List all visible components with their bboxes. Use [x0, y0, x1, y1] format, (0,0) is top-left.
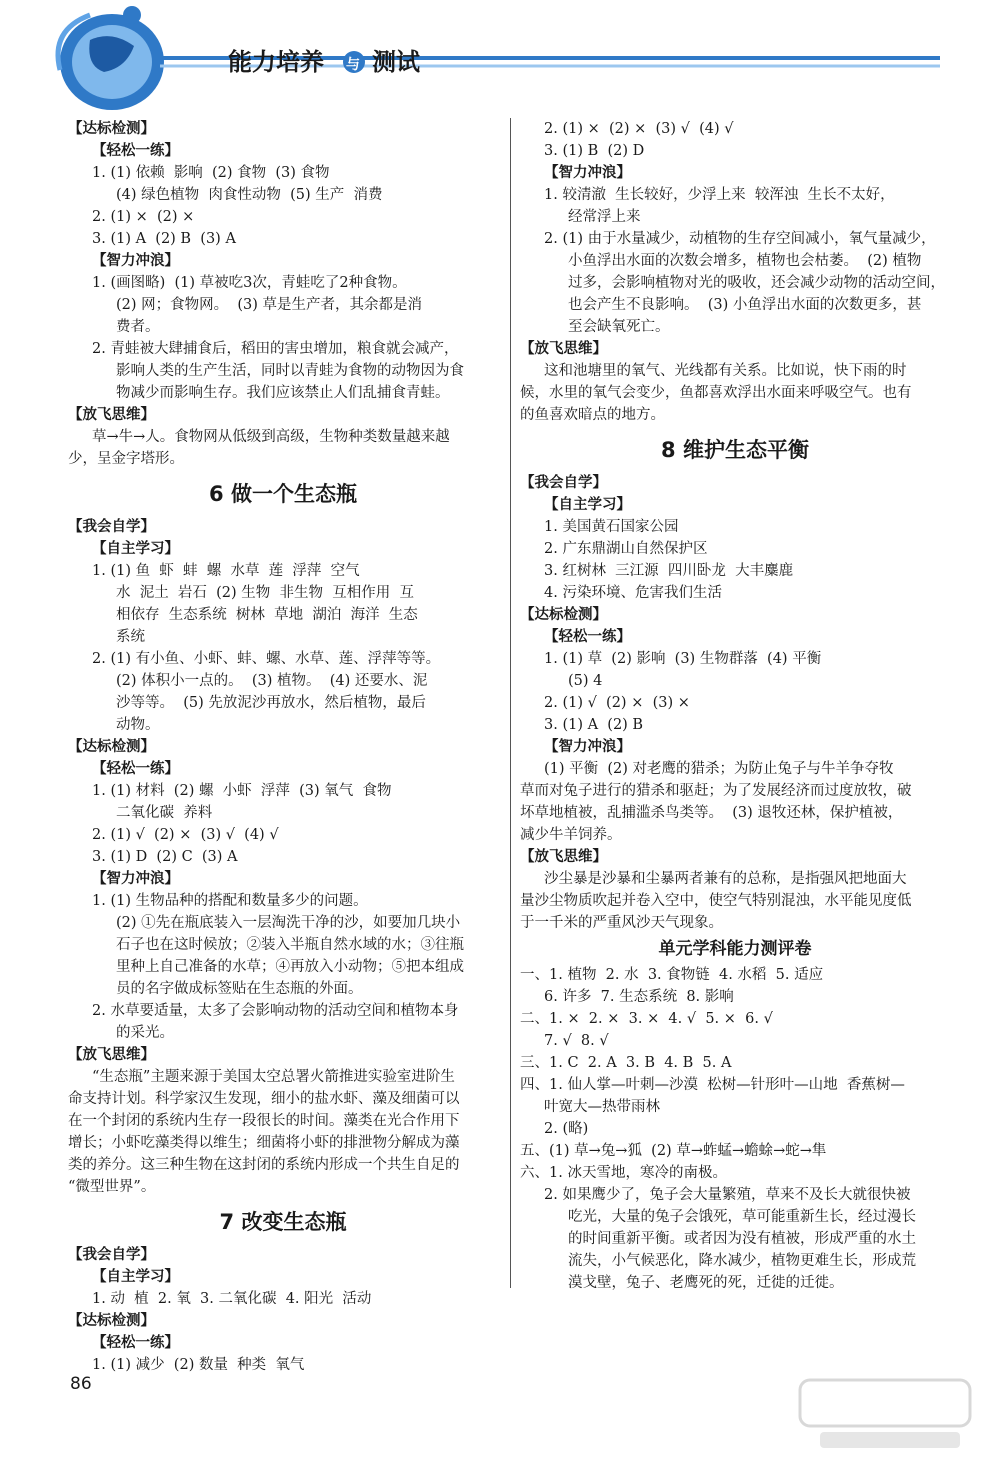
section-heading: 【放飞思维】	[520, 340, 607, 357]
text-line: 1. (画图略) (1) 草被吃3次，青蛙吃了2种食物。	[92, 275, 407, 291]
unit-title: 单元学科能力测评卷	[658, 939, 812, 959]
text-line: “生态瓶”主题来源于美国太空总署火箭推进实验室进阶生	[92, 1069, 455, 1085]
text-line: 相依存 生态系统 树林 草地 湖泊 海洋 生态	[116, 607, 418, 623]
text-line: 漠戈壁，兔子、老鹰死的死，迁徙的迁徙。	[568, 1275, 844, 1291]
text-line: 三、1. C 2. A 3. B 4. B 5. A	[520, 1055, 732, 1071]
text-line: 量沙尘物质吹起并卷入空中，使空气特别混浊，水平能见度低	[520, 893, 912, 909]
text-line: 2. (1) × (2) ×	[92, 209, 195, 225]
text-line: 一、1. 植物 2. 水 3. 食物链 4. 水稻 5. 适应	[520, 967, 824, 983]
text-line: 在一个封闭的系统内生存一段很长的时间。藻类在光合作用下	[68, 1113, 460, 1129]
text-line: 水 泥土 岩石 (2) 生物 非生物 互相作用 互	[116, 585, 414, 601]
text-line: 沙尘暴是沙暴和尘暴两者兼有的总称，是指强风把地面大	[544, 871, 907, 887]
text-line: 2. (1) √ (2) × (3) ×	[544, 695, 690, 711]
text-line: (1) 平衡 (2) 对老鹰的猎杀；为防止兔子与牛羊争夺牧	[544, 761, 894, 777]
right-column	[520, 118, 950, 1294]
header-banner	[0, 0, 1000, 120]
section-heading: 【我会自学】	[68, 1246, 155, 1263]
section-heading: 【轻松一练】	[92, 1334, 179, 1351]
text-line: “微型世界”。	[68, 1179, 156, 1195]
text-line: (5) 4	[568, 673, 603, 689]
section-heading: 【放飞思维】	[68, 1046, 155, 1063]
text-line: (2) 体积小一点的。 (3) 植物。 (4) 还要水、泥	[116, 673, 428, 689]
text-line: 二氧化碳 养料	[116, 805, 213, 821]
text-line: 3. 红树林 三江源 四川卧龙 大丰麋鹿	[544, 563, 794, 579]
text-line: 影响人类的生产生活，同时以青蛙为食物的动物因为食	[116, 363, 464, 379]
page-header	[0, 0, 1000, 120]
text-line: 2. (1) 由于水量减少，动植物的生存空间减小，氧气量减少，	[544, 231, 936, 247]
text-line: 类的养分。这三种生物在这封闭的系统内形成一个共生自足的	[68, 1157, 460, 1173]
column-divider	[510, 118, 511, 1288]
text-line: 2. 广东鼎湖山自然保护区	[544, 541, 708, 557]
text-line: 1. (1) 依赖 影响 (2) 食物 (3) 食物	[92, 165, 330, 181]
section-heading: 【我会自学】	[68, 518, 155, 535]
chapter-title: 7 改变生态瓶	[219, 1210, 347, 1234]
text-line: 2. (1) √ (2) × (3) √ (4) √	[92, 827, 279, 843]
watermark-logo	[790, 1374, 980, 1454]
text-line: 2. (略)	[544, 1121, 589, 1137]
text-line: 3. (1) B (2) D	[544, 143, 645, 159]
text-line: 1. 较清澈 生长较好，少浮上来 较浑浊 生长不太好，	[544, 187, 895, 203]
text-line: 系统	[116, 629, 145, 645]
section-heading: 【轻松一练】	[544, 628, 631, 645]
text-line: 2. 水草要适量，太多了会影响动物的活动空间和植物本身	[92, 1003, 459, 1019]
text-line: 1. (1) 减少 (2) 数量 种类 氧气	[92, 1357, 305, 1373]
text-line: 员的名字做成标签贴在生态瓶的外面。	[116, 981, 363, 997]
section-heading: 【轻松一练】	[92, 142, 179, 159]
text-line: 草而对兔子进行的猎杀和驱赶；为了发展经济而过度放牧，破	[520, 783, 912, 799]
section-heading: 【达标检测】	[68, 120, 155, 137]
text-line: (4) 绿色植物 肉食性动物 (5) 生产 消费	[116, 187, 383, 203]
section-heading: 【达标检测】	[68, 1312, 155, 1329]
section-heading: 【放飞思维】	[68, 406, 155, 423]
text-line: 1. (1) 生物品种的搭配和数量多少的问题。	[92, 893, 368, 909]
text-line: 3. (1) A (2) B	[544, 717, 644, 733]
text-line: 少，呈金字塔形。	[68, 451, 184, 467]
text-line: 五、(1) 草→兔→狐 (2) 草→蚱蜢→蟾蜍→蛇→隼	[520, 1143, 827, 1159]
section-heading: 【智力冲浪】	[544, 164, 631, 181]
section-heading: 【放飞思维】	[520, 848, 607, 865]
text-line: 物减少而影响生存。我们应该禁止人们乱捕食青蛙。	[116, 385, 450, 401]
text-line: 过多，会影响植物对光的吸收，还会减少动物的活动空间，	[568, 275, 945, 291]
text-line: 2. (1) 有小鱼、小虾、蚌、螺、水草、莲、浮萍等等。	[92, 651, 441, 667]
mascot-ear-icon	[123, 6, 141, 24]
text-line: 1. (1) 鱼 虾 蚌 螺 水草 莲 浮萍 空气	[92, 563, 360, 579]
text-line: 2. 如果鹰少了，兔子会大量繁殖，草来不及长大就很快被	[544, 1187, 911, 1203]
section-heading: 【自主学习】	[92, 1268, 179, 1285]
text-line: 的采光。	[116, 1025, 174, 1041]
text-line: 至会缺氧死亡。	[568, 319, 670, 335]
text-line: 1. (1) 草 (2) 影响 (3) 生物群落 (4) 平衡	[544, 651, 822, 667]
text-line: 1. (1) 材料 (2) 螺 小虾 浮萍 (3) 氧气 食物	[92, 783, 392, 799]
text-line: 叶宽大—热带雨林	[544, 1099, 660, 1115]
text-line: 减少牛羊饲养。	[520, 827, 622, 843]
text-line: 的时间重新平衡。或者因为没有植被，形成严重的水土	[568, 1231, 916, 1247]
text-line: 石子也在这时候放；②装入半瓶自然水域的水；③往瓶	[116, 937, 464, 953]
section-heading: 【智力冲浪】	[544, 738, 631, 755]
text-line: 费者。	[116, 319, 160, 335]
section-heading: 【达标检测】	[68, 738, 155, 755]
text-line: 坏草地植被，乱捕滥杀鸟类等。 (3) 退牧还林，保护植被，	[520, 805, 903, 821]
text-line: (2) ①先在瓶底装入一层淘洗干净的沙，如要加几块小	[116, 915, 461, 931]
text-line: 四、1. 仙人掌—叶刺—沙漠 松树—针形叶—山地 香蕉树—	[520, 1077, 905, 1093]
page-number: 86	[70, 1374, 92, 1394]
text-line: 草→牛→人。食物网从低级到高级，生物种类数量越来越	[92, 429, 450, 445]
header-title-part2: 测试	[372, 48, 420, 76]
text-line: 小鱼浮出水面的次数会增多，植物也会枯萎。 (2) 植物	[568, 253, 922, 269]
text-line: 这和池塘里的氧气、光线都有关系。比如说，快下雨的时	[544, 363, 907, 379]
text-line: 4. 污染环境、危害我们生活	[544, 585, 722, 601]
text-line: 于一千米的严重风沙天气现象。	[520, 915, 723, 931]
text-line: 候，水里的氧气会变少，鱼都喜欢浮出水面来呼吸空气。也有	[520, 385, 912, 401]
text-line: 也会产生不良影响。 (3) 小鱼浮出水面的次数更多，甚	[568, 297, 922, 313]
text-line: 二、1. × 2. × 3. × 4. √ 5. × 6. √	[520, 1011, 773, 1027]
section-heading: 【智力冲浪】	[92, 252, 179, 269]
section-heading: 【自主学习】	[92, 540, 179, 557]
text-line: 动物。	[116, 717, 160, 733]
text-line: 里种上自己准备的水草；④再放入小动物；⑤把本组成	[116, 959, 464, 975]
section-heading: 【轻松一练】	[92, 760, 179, 777]
header-title-part1: 能力培养	[228, 48, 324, 76]
text-line: 2. 青蛙被大肆捕食后，稻田的害虫增加，粮食就会减产，	[92, 341, 459, 357]
text-line: 1. 美国黄石国家公园	[544, 519, 679, 535]
text-line: 经常浮上来	[568, 209, 641, 225]
section-heading: 【自主学习】	[544, 496, 631, 513]
text-line: 流失，小气候恶化，降水减少，植物更难生长，形成荒	[568, 1253, 916, 1269]
text-line: 沙等等。 (5) 先放泥沙再放水，然后植物，最后	[116, 695, 426, 711]
section-heading: 【智力冲浪】	[92, 870, 179, 887]
chapter-title: 8 维护生态平衡	[661, 438, 809, 462]
text-line: 3. (1) D (2) C (3) A	[92, 849, 238, 865]
header-title-connector: 与	[346, 57, 360, 73]
text-line: (2) 网；食物网。 (3) 草是生产者，其余都是消	[116, 297, 423, 313]
section-heading: 【我会自学】	[520, 474, 607, 491]
text-line: 3. (1) A (2) B (3) A	[92, 231, 236, 247]
section-heading: 【达标检测】	[520, 606, 607, 623]
text-line: 7. √ 8. √	[544, 1033, 609, 1049]
text-line: 命支持计划。科学家汉生发现，细小的盐水虾、藻及细菌可以	[68, 1091, 460, 1107]
chapter-title: 6 做一个生态瓶	[209, 482, 357, 506]
text-line: 6. 许多 7. 生态系统 8. 影响	[544, 989, 734, 1005]
text-line: 的鱼喜欢暗点的地方。	[520, 407, 665, 423]
left-column	[68, 118, 498, 1376]
text-line: 1. 动 植 2. 氧 3. 二氧化碳 4. 阳光 活动	[92, 1291, 372, 1307]
text-line: 2. (1) × (2) × (3) √ (4) √	[544, 121, 734, 137]
text-line: 吃光，大量的兔子会饿死，草可能重新生长，经过漫长	[568, 1209, 916, 1225]
text-line: 六、1. 冰天雪地，寒冷的南极。	[520, 1165, 727, 1181]
text-line: 增长；小虾吃藻类得以维生；细菌将小虾的排泄物分解成为藻	[68, 1135, 460, 1151]
